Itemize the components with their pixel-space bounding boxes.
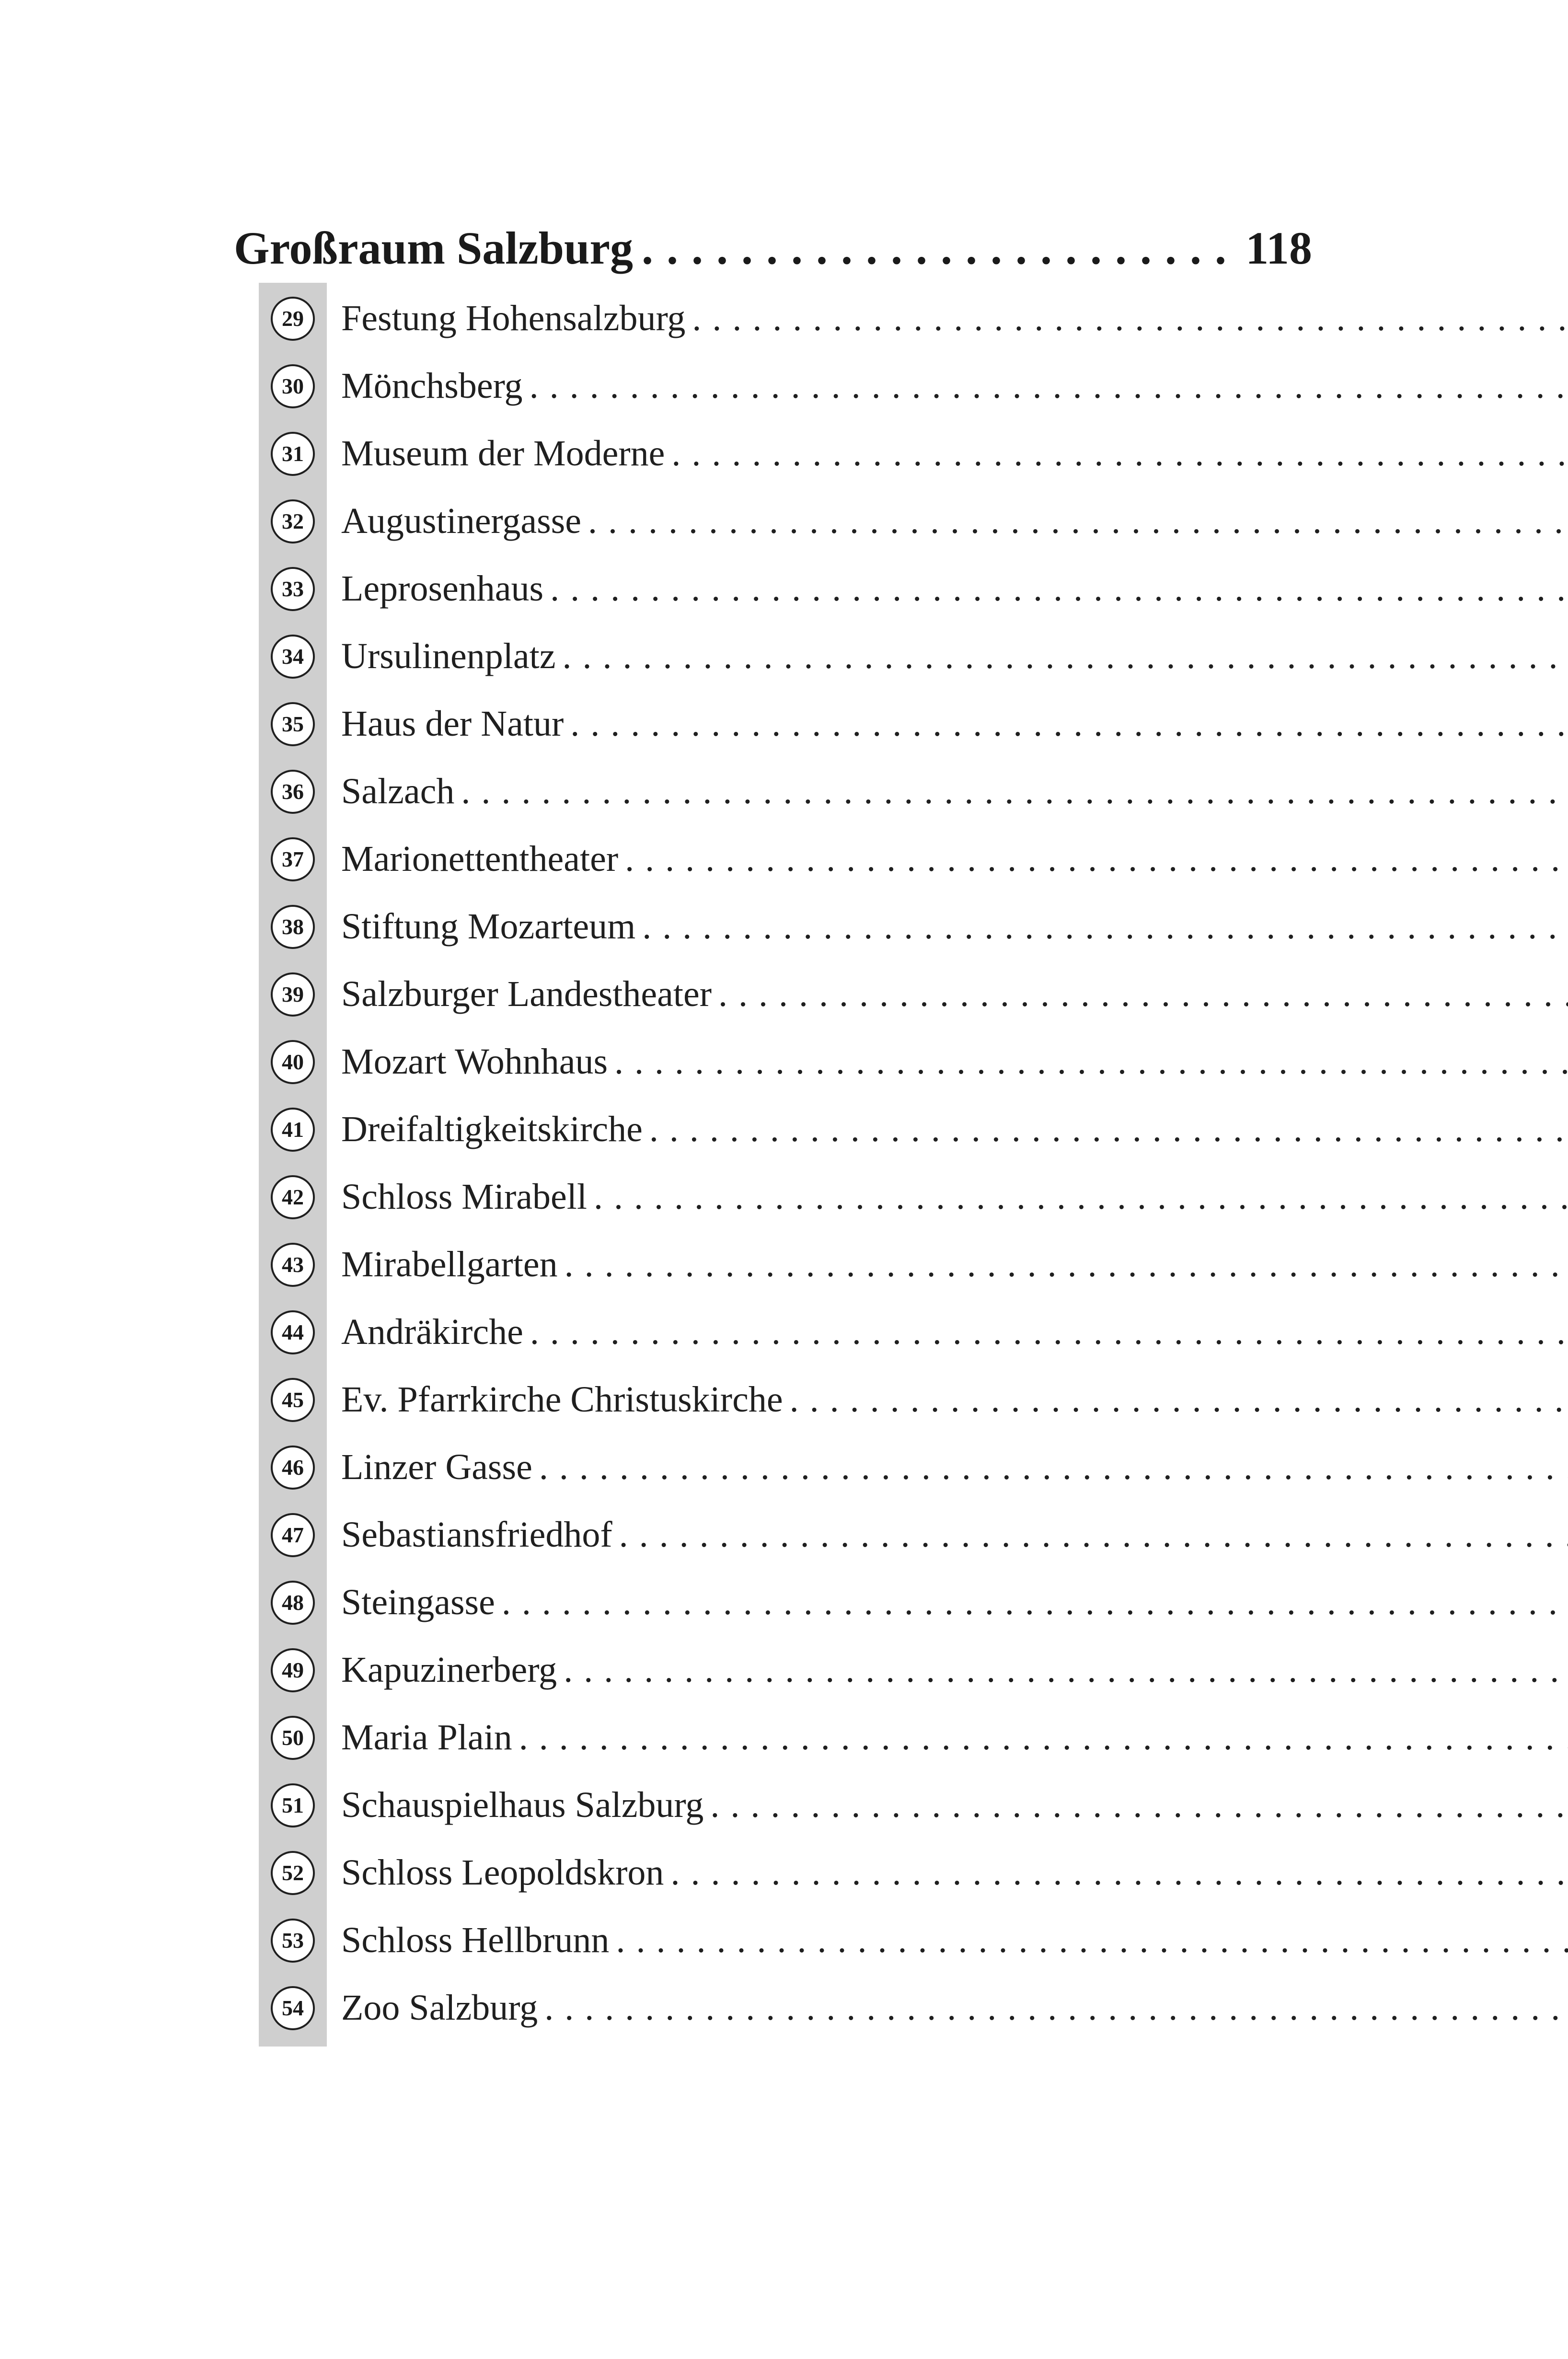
- entry-number-badge: 31: [271, 432, 315, 476]
- entry-number-badge: 40: [271, 1040, 315, 1084]
- entry-title: Ursulinenplatz: [341, 636, 556, 676]
- entry-title: Augustinergasse: [341, 501, 581, 541]
- toc-entry[interactable]: [259, 487, 1246, 555]
- entry-title: Maria Plain: [341, 1717, 512, 1758]
- entry-number-badge: 37: [271, 837, 315, 881]
- entry-title: Steingasse: [341, 1582, 495, 1622]
- entry-number-badge: 47: [271, 1513, 315, 1557]
- entry-title: Mönchsberg: [341, 366, 523, 406]
- entry-title: Ev. Pfarrkirche Christuskirche: [341, 1379, 783, 1420]
- toc-entry[interactable]: [259, 825, 1246, 893]
- dot-leader: [671, 420, 1568, 487]
- dot-leader: [502, 1569, 1568, 1636]
- entry-number-badge: 33: [271, 567, 315, 611]
- toc-entry[interactable]: [259, 758, 1246, 825]
- entry-number-badge: 54: [271, 1986, 315, 2030]
- dot-leader: [614, 1028, 1568, 1096]
- toc-entry[interactable]: [259, 1704, 1246, 1771]
- entry-title: Marionettentheater: [341, 839, 619, 879]
- entry-number-badge: 46: [271, 1445, 315, 1490]
- toc-entry[interactable]: [259, 1298, 1246, 1366]
- entry-number-badge: 32: [271, 499, 315, 543]
- toc-list: [259, 285, 1246, 2042]
- entry-number-badge: 49: [271, 1648, 315, 1692]
- entry-number-badge: 45: [271, 1378, 315, 1422]
- dot-leader: [642, 893, 1568, 960]
- entry-number-badge: 52: [271, 1851, 315, 1895]
- dot-leader: [588, 487, 1568, 555]
- toc-entry[interactable]: [259, 1163, 1246, 1231]
- section-heading[interactable]: [234, 215, 1312, 282]
- dot-leader: [649, 1096, 1568, 1163]
- entry-number-badge: 44: [271, 1310, 315, 1354]
- entry-title: Linzer Gasse: [341, 1447, 532, 1487]
- toc-entry[interactable]: [259, 1028, 1246, 1096]
- entry-title: Dreifaltigkeitskirche: [341, 1109, 643, 1149]
- dot-leader: [550, 555, 1568, 623]
- toc-entry[interactable]: [259, 1096, 1246, 1163]
- dot-leader: [594, 1163, 1568, 1231]
- entry-number-badge: 36: [271, 770, 315, 814]
- toc-entry[interactable]: [259, 1974, 1246, 2042]
- entry-title: Schloss Hellbrunn: [341, 1920, 610, 1960]
- entry-title: Museum der Moderne: [341, 433, 665, 474]
- dot-leader: [539, 1434, 1568, 1501]
- toc-entry[interactable]: [259, 1434, 1246, 1501]
- dot-leader: [710, 1771, 1568, 1839]
- dot-leader: [530, 352, 1568, 420]
- dot-leader: [564, 1636, 1568, 1704]
- entry-title: Salzach: [341, 771, 455, 811]
- entry-number-badge: 51: [271, 1783, 315, 1827]
- toc-entry[interactable]: [259, 1636, 1246, 1704]
- entry-number-badge: 53: [271, 1919, 315, 1963]
- entry-title: Schauspielhaus Salzburg: [341, 1785, 704, 1825]
- entry-number-badge: 30: [271, 364, 315, 408]
- dot-leader: [562, 623, 1568, 690]
- dot-leader: [790, 1366, 1568, 1434]
- entry-title: Festung Hohensalzburg: [341, 298, 686, 338]
- dot-leader: [625, 825, 1568, 893]
- entry-title: Zoo Salzburg: [341, 1988, 538, 2028]
- entry-number-badge: 41: [271, 1108, 315, 1152]
- entry-title: Kapuzinerberg: [341, 1650, 557, 1690]
- dot-leader: [544, 1974, 1568, 2042]
- dot-leader: [616, 1907, 1568, 1974]
- dot-leader: [570, 690, 1568, 758]
- entry-title: Mirabellgarten: [341, 1244, 558, 1284]
- dot-leader: [519, 1704, 1568, 1771]
- entry-title: Mozart Wohnhaus: [341, 1041, 608, 1082]
- entry-title: Schloss Mirabell: [341, 1177, 587, 1217]
- toc-entry[interactable]: [259, 555, 1246, 623]
- entry-title: Salzburger Landestheater: [341, 974, 712, 1014]
- entry-title: Stiftung Mozarteum: [341, 906, 636, 947]
- section-page-number: 118: [1245, 222, 1312, 274]
- entry-number-badge: 42: [271, 1175, 315, 1219]
- dot-leader: [692, 285, 1568, 352]
- section-title: Großraum Salzburg: [234, 222, 633, 274]
- dot-leader: [565, 1231, 1568, 1298]
- entry-number-badge: 48: [271, 1581, 315, 1625]
- toc-entry[interactable]: [259, 960, 1246, 1028]
- toc-entry[interactable]: [259, 893, 1246, 960]
- entry-number-badge: 43: [271, 1243, 315, 1287]
- entry-number-badge: 34: [271, 635, 315, 679]
- dot-leader: [670, 1839, 1568, 1907]
- dot-leader: [718, 960, 1568, 1028]
- dot-leader: [530, 1298, 1568, 1366]
- toc-entry[interactable]: [259, 1907, 1246, 1974]
- entry-number-badge: 38: [271, 905, 315, 949]
- toc-entry[interactable]: [259, 1366, 1246, 1434]
- toc-entry[interactable]: [259, 285, 1246, 352]
- entry-number-badge: 39: [271, 972, 315, 1017]
- dot-leader: [619, 1501, 1568, 1569]
- entry-title: Andräkirche: [341, 1312, 523, 1352]
- toc-entry[interactable]: [259, 1231, 1246, 1298]
- dot-leader: [642, 215, 1237, 282]
- entry-number-badge: 50: [271, 1716, 315, 1760]
- toc-entry[interactable]: [259, 420, 1246, 487]
- toc-entry[interactable]: [259, 1569, 1246, 1636]
- toc-entry[interactable]: [259, 1839, 1246, 1907]
- entry-number-badge: 29: [271, 297, 315, 341]
- toc-entry[interactable]: [259, 623, 1246, 690]
- entry-title: Sebastiansfriedhof: [341, 1515, 612, 1555]
- entry-title: Haus der Natur: [341, 704, 564, 744]
- dot-leader: [461, 758, 1568, 825]
- entry-number-badge: 35: [271, 702, 315, 746]
- entry-title: Leprosenhaus: [341, 568, 544, 609]
- toc-entry[interactable]: [259, 1501, 1246, 1569]
- entry-title: Schloss Leopoldskron: [341, 1852, 664, 1893]
- toc-entry[interactable]: [259, 352, 1246, 420]
- toc-entry[interactable]: [259, 690, 1246, 758]
- toc-entry[interactable]: [259, 1771, 1246, 1839]
